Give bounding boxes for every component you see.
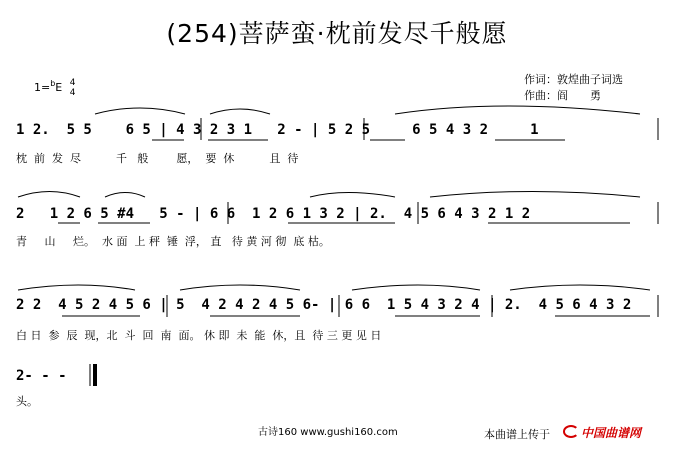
logo-text: 中国曲谱网: [581, 426, 642, 440]
slur: [395, 106, 640, 114]
slur: [95, 108, 185, 114]
slur: [430, 192, 640, 198]
slur: [180, 285, 300, 290]
slur: [18, 285, 135, 290]
logo-icon: [563, 425, 579, 438]
notation-row-4: 2- - -: [16, 368, 67, 384]
site-logo: [563, 424, 641, 441]
slur: [18, 192, 80, 198]
footer-upload-text: 本曲谱上传于: [484, 428, 550, 441]
notation-row-2: 2 1 2 6 5 #4 5 - | 6 6 1 2 6 1 3 2 | 2. 4 5 6 4 3 2 1 2: [16, 206, 531, 222]
score-title: (254)菩萨蛮·枕前发尽千般愿: [166, 19, 508, 48]
notation-row-3: 2 2 4 5 2 4 5 6 | 5 4 2 4 2 4 5 6- | 6 6 1 5 4 3 2 4 | 2. 4 5 6 4 3 2: [16, 297, 632, 313]
key-prefix: 1=: [34, 81, 51, 94]
time-sig-bottom: 4: [69, 88, 76, 98]
lyric-row-2: 青 山 烂。 水 面 上 秤 锤 浮， 直 待 黄 河 彻 底 枯。: [16, 235, 330, 248]
composer-credit: 作曲：阎 勇: [524, 89, 601, 102]
lyric-row-3: 白 日 参 辰 现，北 斗 回 南 面。 休 即 未 能 休，且 待 三 更 见 日: [16, 329, 382, 342]
slur: [352, 285, 480, 290]
flat-sign: b: [50, 79, 56, 88]
lyricist-credit: 作词：敦煌曲子词选: [524, 73, 623, 86]
slur: [310, 193, 395, 198]
final-bar-thick: [93, 364, 97, 386]
footer-site: 古诗160 www.gushi160.com: [258, 427, 398, 438]
lyric-row-4: 头。: [16, 395, 38, 408]
slur: [105, 193, 145, 198]
notation-row-1: 1 2. 5 5 6 5 | 4 3 2 3 1 2 - | 5 2 5 6 5 4 3 2 1: [16, 122, 539, 138]
slur: [210, 109, 270, 114]
lyric-row-1: 枕 前 发 尽 千 般 愿， 要 休 且 待: [16, 152, 299, 165]
time-sig-top: 4: [69, 78, 76, 88]
key-note: E: [55, 81, 63, 94]
slur: [510, 285, 650, 290]
